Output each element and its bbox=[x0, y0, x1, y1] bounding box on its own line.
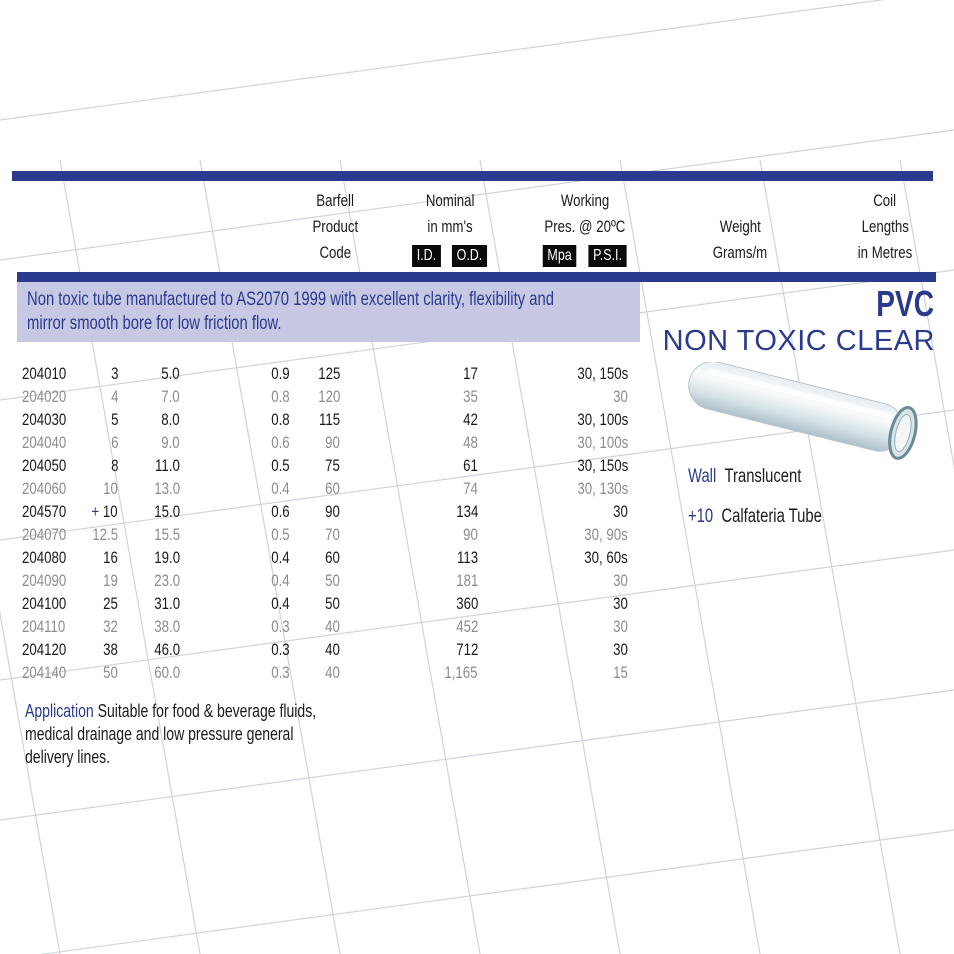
cell-code: 204010 bbox=[22, 364, 67, 383]
cell-od: 11.0 bbox=[155, 456, 180, 475]
cell-weight: 42 bbox=[463, 410, 478, 429]
table-row bbox=[0, 385, 660, 408]
cell-weight: 452 bbox=[455, 617, 478, 636]
cell-coil: 30 bbox=[613, 640, 628, 659]
cell-id: 38 bbox=[103, 640, 118, 659]
cell-mpa: 0.3 bbox=[271, 663, 290, 682]
note-property bbox=[688, 505, 860, 529]
wall-label: Wall bbox=[688, 466, 717, 487]
cell-weight: 712 bbox=[455, 640, 478, 659]
cell-coil: 30 bbox=[613, 617, 628, 636]
cell-coil: 30 bbox=[613, 387, 628, 406]
header-product-code: Barfell Product Code bbox=[312, 191, 358, 262]
cell-code: 204060 bbox=[22, 479, 67, 498]
header-nominal: Nominal in mm's I.D. O.D. bbox=[395, 188, 505, 268]
cell-od: 60.0 bbox=[154, 663, 180, 682]
table-row bbox=[0, 408, 660, 431]
cell-psi: 40 bbox=[325, 617, 340, 636]
cell-coil: 30, 150s bbox=[577, 364, 628, 383]
od-pill: O.D. bbox=[452, 245, 487, 267]
cell-coil: 30 bbox=[613, 502, 628, 521]
top-rule bbox=[12, 171, 933, 181]
cell-coil: 30, 150s bbox=[577, 456, 628, 475]
cell-mpa: 0.6 bbox=[271, 433, 290, 452]
cell-od: 7.0 bbox=[161, 387, 180, 406]
header-working-pressure: Working Pres. @ 20ºC Mpa P.S.I. bbox=[525, 188, 645, 268]
cell-coil: 30, 90s bbox=[584, 525, 628, 544]
product-title: NON TOXIC CLEAR bbox=[662, 325, 935, 357]
cell-mpa: 0.4 bbox=[271, 571, 290, 590]
cell-od: 38.0 bbox=[154, 617, 180, 636]
cell-mpa: 0.5 bbox=[271, 456, 290, 475]
cell-psi: 90 bbox=[325, 502, 340, 521]
cell-id: 16 bbox=[103, 548, 118, 567]
cell-id: 6 bbox=[110, 433, 118, 452]
header-rule bbox=[17, 272, 936, 282]
cell-coil: 30, 60s bbox=[584, 548, 628, 567]
cell-psi: 115 bbox=[318, 410, 340, 429]
cell-psi: 75 bbox=[325, 456, 340, 475]
cell-code: 204570 bbox=[22, 502, 67, 521]
cell-weight: 48 bbox=[463, 433, 478, 452]
cell-id: 19 bbox=[103, 571, 118, 590]
cell-psi: 40 bbox=[325, 640, 340, 659]
cell-mpa: 0.6 bbox=[271, 502, 290, 521]
cell-psi: 40 bbox=[325, 663, 340, 682]
cell-od: 15.5 bbox=[154, 525, 180, 544]
table-row bbox=[0, 638, 660, 661]
cell-od: 8.0 bbox=[161, 410, 180, 429]
table-row bbox=[0, 592, 660, 615]
cell-coil: 30 bbox=[613, 594, 628, 613]
tube-image bbox=[680, 362, 940, 472]
note-value: Calfateria Tube bbox=[721, 506, 822, 527]
cell-coil: 15 bbox=[613, 663, 628, 682]
cell-psi: 50 bbox=[325, 571, 340, 590]
cell-psi: 90 bbox=[325, 433, 340, 452]
cell-mpa: 0.3 bbox=[271, 617, 290, 636]
table-row bbox=[0, 477, 660, 500]
cell-mpa: 0.4 bbox=[271, 548, 290, 567]
header-weight: Weight Grams/m bbox=[712, 217, 768, 262]
cell-psi: 50 bbox=[325, 594, 340, 613]
cell-od: 5.0 bbox=[161, 364, 180, 383]
cell-mpa: 0.5 bbox=[271, 525, 290, 544]
application-note bbox=[25, 700, 445, 769]
cell-psi: 70 bbox=[325, 525, 340, 544]
psi-pill: P.S.I. bbox=[588, 245, 626, 267]
cell-weight: 113 bbox=[456, 548, 478, 567]
cell-weight: 61 bbox=[463, 456, 478, 475]
table-row bbox=[0, 500, 660, 523]
material-title: PVC bbox=[876, 283, 934, 324]
description-text: Non toxic tube manufactured to AS2070 1999 with excellent clarity, flexibility and mirror smooth bore for low friction flow. bbox=[27, 289, 554, 334]
cell-weight: 181 bbox=[455, 571, 478, 590]
cell-code: 204020 bbox=[22, 387, 67, 406]
cell-mpa: 0.8 bbox=[271, 387, 290, 406]
cell-code: 204050 bbox=[22, 456, 67, 475]
cell-mpa: 0.4 bbox=[271, 594, 290, 613]
note-label: +10 bbox=[688, 506, 714, 527]
cell-coil: 30 bbox=[613, 571, 628, 590]
cell-od: 13.0 bbox=[154, 479, 180, 498]
id-pill: I.D. bbox=[412, 245, 441, 267]
table-row bbox=[0, 362, 660, 385]
cell-od: 46.0 bbox=[154, 640, 180, 659]
application-text: Suitable for food & beverage fluids, medical drainage and low pressure general delivery lines. bbox=[25, 701, 317, 767]
cell-code: 204070 bbox=[22, 525, 67, 544]
cell-psi: 60 bbox=[325, 548, 340, 567]
cell-code: 204110 bbox=[22, 617, 66, 636]
cell-id: + 10 bbox=[91, 502, 118, 521]
cell-psi: 120 bbox=[317, 387, 340, 406]
wall-property bbox=[688, 465, 833, 489]
table-row bbox=[0, 523, 660, 546]
cell-code: 204080 bbox=[22, 548, 67, 567]
cell-code: 204120 bbox=[22, 640, 67, 659]
plus-marker: + bbox=[91, 502, 100, 521]
cell-od: 19.0 bbox=[154, 548, 180, 567]
application-label: Application bbox=[25, 701, 94, 721]
cell-id: 8 bbox=[110, 456, 118, 475]
cell-mpa: 0.3 bbox=[271, 640, 290, 659]
cell-id: 4 bbox=[110, 387, 118, 406]
cell-od: 31.0 bbox=[154, 594, 180, 613]
cell-id: 10 bbox=[103, 479, 118, 498]
cell-od: 15.0 bbox=[154, 502, 180, 521]
wall-value: Translucent bbox=[724, 466, 802, 487]
table-row bbox=[0, 454, 660, 477]
table-row bbox=[0, 569, 660, 592]
cell-weight: 74 bbox=[463, 479, 478, 498]
cell-code: 204040 bbox=[22, 433, 67, 452]
cell-code: 204090 bbox=[22, 571, 67, 590]
cell-id: 50 bbox=[103, 663, 118, 682]
cell-weight: 360 bbox=[455, 594, 478, 613]
cell-id: 3 bbox=[110, 364, 118, 383]
cell-weight: 17 bbox=[463, 364, 478, 383]
mpa-pill: Mpa bbox=[543, 245, 577, 267]
cell-coil: 30, 100s bbox=[577, 410, 628, 429]
cell-mpa: 0.8 bbox=[271, 410, 290, 429]
cell-id: 32 bbox=[103, 617, 118, 636]
header-coil-lengths: Coil Lengths in Metres bbox=[857, 191, 913, 262]
cell-weight: 35 bbox=[463, 387, 478, 406]
cell-od: 9.0 bbox=[161, 433, 180, 452]
cell-mpa: 0.9 bbox=[271, 364, 290, 383]
cell-coil: 30, 130s bbox=[577, 479, 628, 498]
cell-id: 25 bbox=[103, 594, 118, 613]
cell-id: 12.5 bbox=[92, 525, 118, 544]
cell-id: 5 bbox=[110, 410, 118, 429]
table-row bbox=[0, 431, 660, 454]
cell-psi: 60 bbox=[325, 479, 340, 498]
description-box bbox=[17, 282, 640, 342]
cell-code: 204140 bbox=[22, 663, 67, 682]
table-row bbox=[0, 661, 660, 684]
cell-code: 204030 bbox=[22, 410, 67, 429]
table-row bbox=[0, 546, 660, 569]
cell-psi: 125 bbox=[317, 364, 340, 383]
cell-mpa: 0.4 bbox=[271, 479, 290, 498]
cell-code: 204100 bbox=[22, 594, 67, 613]
cell-od: 23.0 bbox=[154, 571, 180, 590]
cell-weight: 1,165 bbox=[444, 663, 478, 682]
cell-coil: 30, 100s bbox=[577, 433, 628, 452]
table-row bbox=[0, 615, 660, 638]
cell-weight: 90 bbox=[463, 525, 478, 544]
cell-weight: 134 bbox=[455, 502, 478, 521]
